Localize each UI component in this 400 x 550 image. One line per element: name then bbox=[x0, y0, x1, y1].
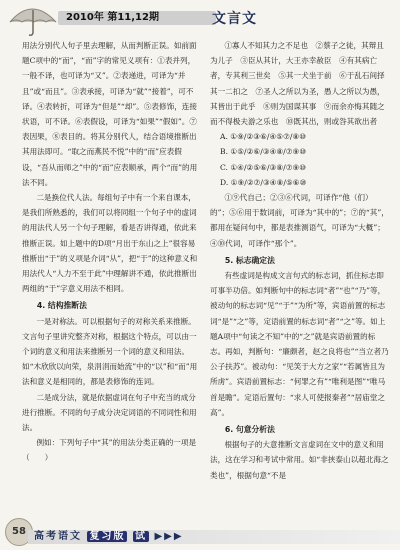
footer-highlight-2: 试 bbox=[134, 531, 147, 542]
section-heading: 6. 句意分析法 bbox=[224, 425, 275, 435]
right-column bbox=[210, 38, 390, 483]
footer-highlight: 复习版 bbox=[89, 531, 126, 542]
paragraph: ①寡人不知其力之不足也 ②蔡子之徒，其辩且为儿子 ③臣从其计，大王亦幸赦臣 ④有其病亡者，专其利三世矣 ⑤其一犬坐于前 ⑥于乱石间择其一二扣之 ⑦圣人之所以为圣，愚人之所以为愚，其皆出于此乎 ⑧则为国谋其事 ⑨而余亦悔其随之而不得极夫游之乐也 ⑩既其出，则或咎其欲出者 bbox=[210, 41, 385, 127]
paragraph: 用法分别代人句子里去理解，从而判断正误。如前面题C项中的“而”，“而”字的常见义项有：①表并列，一般不译，也可译为“又”。②表递进，可译为“并且”或“而且”。③表承接，可译为“就”“接着”，可不译。④表转折，可译为“但是”“却”。⑤表修饰，连接状语，可不译。⑥表假设，可译为“如果”“假如”。⑦表因果，⑧表目的。将其分别代人，结合语境推断出其用法即可。“取之而燕民不悦”中的“而”应表假设，“吾从而师之”中的“而”应表顺承，两个“而”的用法不同。 bbox=[22, 41, 198, 187]
issue-label: 2010年 第11,12期 bbox=[58, 11, 216, 25]
section-title: 文言文 bbox=[212, 11, 257, 27]
paragraph: 有些虚词是构成文言句式的标志词，抓住标志即可事半功倍。如判断句中的标志词“者”“也”“乃”等，被动句的标志词“见”“于”“为所”等，宾语前置的标志词“是”“之”等，定语前置的标志词“者”“之”等。如上题A项中“句读之不知”中的“之”就是宾语前置的标志。再如，判断句：“廉颇者，赵之良将也”“当立者乃公子扶苏”。被动句：“见笑于大方之家”“若属皆且为所虏”。宾语前置标志：“何罪之有”“唯利是图”“唯马首是瞻”。定语后置句：“求人可使报秦者”“居庙堂之高”。 bbox=[210, 271, 389, 417]
paragraph: 二是换位代人法。每组句子中有一个来自课本，是我们所熟悉的，我们可以将同组一个句子中的虚词的用法代人另一个句子理解，看是否讲得通，依此来推断正误。如上题中的D项“月出于东山之上”很容易推断出“于”的义项是介词“从”，把“于”的这种意义和用法代人“人力不至于此”中理解讲不通，依此推断出两组的“于”字意义用法不相同。 bbox=[22, 193, 198, 294]
paragraph: 一是对称法。可以根据句子的对称关系来推断。文言句子里讲究整齐对称，根据这个特点，可以由一个词的意义和用法来推断另一个词的意义和用法。如“木欣欣以向荣，泉涓涓而始流”中的“以”和“而”用法和意义是相同的，都是表修饰的连词。 bbox=[22, 316, 198, 387]
answer-option: A. ①⑨/②③⑥/④⑤⑦/⑧⑩ bbox=[220, 132, 307, 142]
answer-option: B. ①⑤/②⑥/③④⑧/⑦⑨⑩ bbox=[220, 147, 307, 157]
paragraph: 二是成分法，就是依据虚词在句子中充当的成分进行推断。不同的句子成分决定词语的不同词性和用法。 bbox=[22, 392, 197, 433]
footer-arrows: ▶▶▶ bbox=[154, 531, 184, 542]
paragraph: 根据句子的大意推断文言虚词在文中的意义和用法，这在学习和考试中常用。如“非挟泰山以超北海之类也”，根据句意“不是 bbox=[210, 440, 389, 480]
answer-option: C. ①④/②⑤⑥/③⑧/⑦⑨⑩ bbox=[220, 162, 307, 172]
section-heading: 5. 标志确定法 bbox=[224, 255, 275, 265]
page-number: 58 bbox=[5, 518, 33, 546]
umbrella-icon bbox=[6, 2, 58, 36]
page-header bbox=[0, 0, 400, 34]
left-column bbox=[22, 38, 202, 466]
paragraph: ①⑨代自己；②③⑥代词，可译作“他（们）的”；⑤⑥用于数词前，可译为“其中的”；⑦的“其”，都用在疑问句中，都是表推测语气，可译为“大概”；④⑩代词，可译作“那个”。 bbox=[210, 193, 389, 248]
footer-title-text: 高考语文 bbox=[34, 531, 82, 542]
paragraph: 例如：下列句子中“其”的用法分类正确的一项是（ ） bbox=[22, 438, 197, 463]
answer-option: D. ①⑨/②⑦/③④⑧/⑤⑥⑩ bbox=[220, 177, 307, 187]
footer-title bbox=[34, 530, 184, 544]
section-heading: 4. 结构推断法 bbox=[36, 301, 87, 311]
